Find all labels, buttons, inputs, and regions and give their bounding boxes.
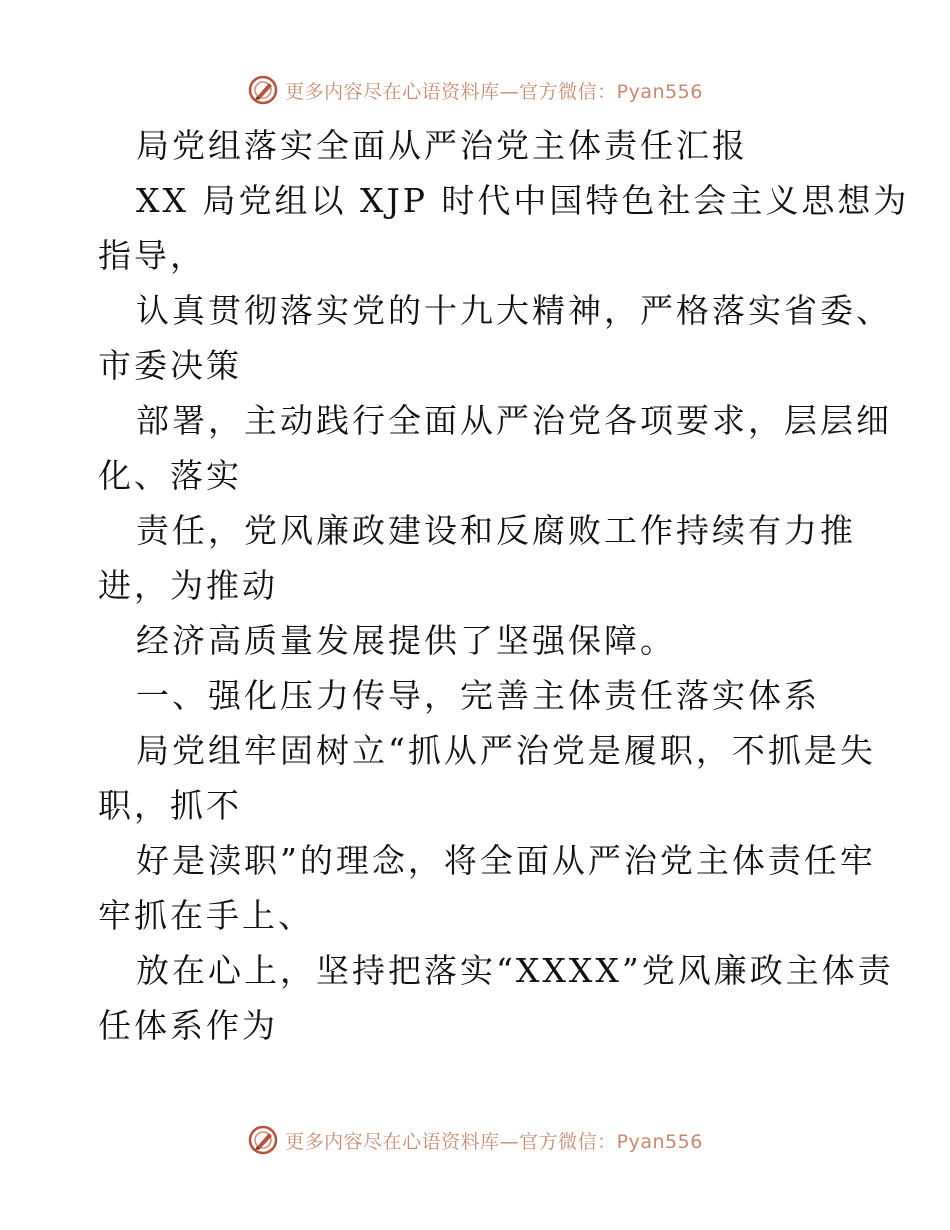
paragraph-line: 认真贯彻落实党的十九大精神，严格落实省委、 [136,291,892,330]
paragraph-line: 放在心上，坚持把落实“XXXX”党风廉政主体责 [136,951,894,990]
seal-pen-icon [247,74,279,106]
section-heading: 一、强化压力传导，完善主体责任落实体系 [136,676,820,715]
paragraph-line: 责任，党风廉政建设和反腐败工作持续有力推 [136,511,856,550]
document-title: 局党组落实全面从严治党主体责任汇报 [136,126,748,165]
seal-pen-icon [247,1124,279,1156]
paragraph-line: 好是渎职”的理念，将全面从严治党主体责任牢 [136,841,876,880]
paragraph-line: 指导， [98,236,206,275]
watermark-text: 更多内容尽在心语资料库—官方微信：Pyan556 [285,80,703,103]
paragraph-line: 局党组牢固树立“抓从严治党是履职，不抓是失 [136,731,876,770]
paragraph-line: 市委决策 [98,346,242,385]
paragraph-line: 职，抓不 [98,786,242,825]
paragraph-line: 进，为推动 [98,566,278,605]
paragraph-line: 牢抓在手上、 [98,896,314,935]
paragraph-line: 任体系作为 [98,1006,278,1045]
header-watermark [0,70,950,110]
paragraph-line: 化、落实 [98,456,242,495]
footer-watermark [0,1120,950,1160]
paragraph-line: 部署，主动践行全面从严治党各项要求，层层细 [136,401,892,440]
paragraph-line: 经济高质量发展提供了坚强保障。 [136,621,676,660]
document-body [98,118,910,1053]
paragraph-line: XX 局党组以 XJP 时代中国特色社会主义思想为 [136,181,910,220]
watermark-text: 更多内容尽在心语资料库—官方微信：Pyan556 [285,1130,703,1153]
